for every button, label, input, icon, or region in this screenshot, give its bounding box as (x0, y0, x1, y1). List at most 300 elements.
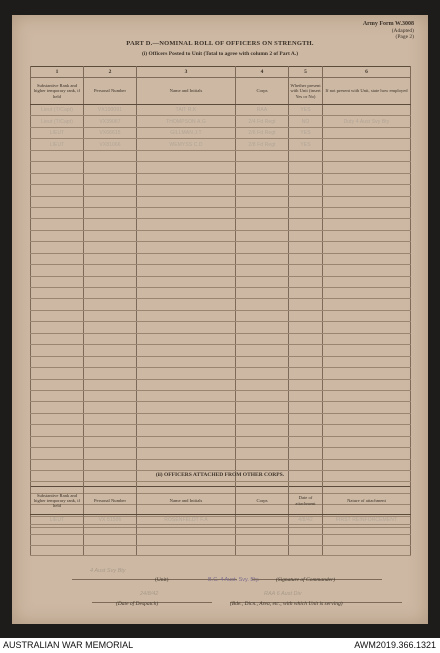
table-cell (323, 299, 411, 310)
table-cell (137, 425, 236, 436)
table-cell (31, 333, 84, 344)
table-cell (137, 413, 236, 424)
commander-signature-label: (Signature of Commander) (276, 577, 336, 583)
table-row (31, 299, 411, 310)
table-cell (31, 310, 84, 321)
handwritten-entry: VX100091 (97, 107, 123, 114)
table-cell (236, 310, 289, 321)
table-cell (137, 525, 236, 535)
form-page-number: (Page 2) (395, 34, 414, 40)
commander-stamp: B.C. 4 Aust. Svy. Bty. (208, 577, 260, 583)
header-corps: Corps (236, 487, 289, 515)
table-cell (84, 219, 137, 230)
table-cell (323, 545, 411, 555)
unit-handwritten: 4 Aust Svy Bty (90, 568, 126, 574)
table-cell (84, 230, 137, 241)
handwritten-entry: YES (300, 107, 311, 114)
table-cell (236, 436, 289, 447)
table-cell (289, 525, 323, 535)
table-cell (31, 230, 84, 241)
table-cell (236, 139, 289, 150)
table-cell (84, 116, 137, 127)
column-number: 1 (31, 67, 84, 78)
table-cell (236, 356, 289, 367)
table-cell (236, 288, 289, 299)
section-1-subtitle: (i) Officers Posted to Unit (Total to agree with column 2 of Part A.) (141, 51, 299, 57)
form-reference (363, 21, 414, 41)
section-2-subtitle: (ii) OFFICERS ATTACHED FROM OTHER CORPS. (155, 472, 285, 478)
table-cell (31, 253, 84, 264)
table-cell (84, 448, 137, 459)
table-row (31, 368, 411, 379)
table-row (31, 310, 411, 321)
table-cell (137, 230, 236, 241)
table-row (31, 253, 411, 264)
table-row (31, 185, 411, 196)
table-cell (84, 105, 137, 116)
header-name-initials: Name and Initials (137, 78, 236, 105)
table-cell (289, 368, 323, 379)
handwritten-entry: YES (300, 130, 311, 137)
table-cell (31, 368, 84, 379)
table-cell (289, 230, 323, 241)
table-cell (289, 219, 323, 230)
table-cell (137, 196, 236, 207)
table-cell (323, 345, 411, 356)
handwritten-entry: GILLMAN J.T (170, 130, 202, 137)
table-cell (289, 333, 323, 344)
table-cell (31, 288, 84, 299)
table-cell (236, 253, 289, 264)
table-cell (323, 116, 411, 127)
table-cell (31, 322, 84, 333)
table-cell (289, 173, 323, 184)
table-cell (323, 379, 411, 390)
table-cell (84, 368, 137, 379)
table-row (31, 139, 411, 150)
table-cell (137, 185, 236, 196)
table-cell (289, 459, 323, 470)
table-cell (289, 413, 323, 424)
handwritten-entry: LIEUT (49, 516, 65, 523)
table-cell (323, 230, 411, 241)
table-cell (289, 116, 323, 127)
table-cell (84, 207, 137, 218)
table-cell (84, 525, 137, 535)
table-cell (236, 242, 289, 253)
table-cell (289, 322, 323, 333)
table-cell (31, 345, 84, 356)
table-cell (137, 310, 236, 321)
table-cell (137, 150, 236, 161)
table-cell (236, 150, 289, 161)
table-row (31, 535, 411, 545)
table-row (31, 425, 411, 436)
table-cell (323, 425, 411, 436)
table-cell (323, 105, 411, 116)
header-personal-number: Personal Number (84, 487, 137, 515)
table-cell (236, 105, 289, 116)
table-cell (84, 545, 137, 555)
table-cell (323, 390, 411, 401)
table-cell (323, 515, 411, 525)
table-row (31, 345, 411, 356)
table-row (31, 448, 411, 459)
table-cell (289, 390, 323, 401)
table-cell (31, 242, 84, 253)
table-cell (236, 276, 289, 287)
table-cell (289, 162, 323, 173)
table-cell (236, 515, 289, 525)
table-cell (236, 459, 289, 470)
table-cell (31, 127, 84, 138)
despatch-date-handwritten: 24/8/42 (140, 591, 159, 597)
table-cell (137, 219, 236, 230)
table-cell (31, 265, 84, 276)
table-cell (289, 196, 323, 207)
table-cell (31, 276, 84, 287)
table-row (31, 356, 411, 367)
table-cell (289, 425, 323, 436)
table-cell (84, 413, 137, 424)
table-cell (31, 139, 84, 150)
table-cell (84, 127, 137, 138)
table-cell (236, 173, 289, 184)
table-cell (236, 525, 289, 535)
table-cell (84, 459, 137, 470)
table-cell (289, 299, 323, 310)
column-number: 3 (137, 67, 236, 78)
table-cell (289, 139, 323, 150)
column-header-row (31, 487, 411, 515)
table-cell (289, 288, 323, 299)
table-cell (31, 207, 84, 218)
handwritten-entry: NO (301, 118, 310, 125)
table-cell (236, 299, 289, 310)
table-cell (84, 150, 137, 161)
handwritten-entry: Lieut (T/Capt) (41, 107, 73, 114)
header-date-of-attachment: Date of attachment (289, 487, 323, 515)
table-cell (137, 402, 236, 413)
table-cell (323, 402, 411, 413)
table-cell (323, 525, 411, 535)
area-label: (Bde., Dicn., Area, etc., with which Unit is serving) (230, 601, 343, 607)
table-row (31, 525, 411, 535)
table-cell (137, 535, 236, 545)
handwritten-entry: Duty 4 Aust Svy Bty (343, 118, 390, 125)
table-cell (236, 402, 289, 413)
table-cell (289, 515, 323, 525)
column-header-row (31, 78, 411, 105)
table-cell (31, 535, 84, 545)
table-cell (323, 150, 411, 161)
table-cell (323, 276, 411, 287)
table-cell (289, 448, 323, 459)
table-cell (31, 196, 84, 207)
table-cell (137, 162, 236, 173)
table-cell (137, 545, 236, 555)
handwritten-entry: ROSENFELDT F.A (164, 516, 208, 523)
table-cell (323, 356, 411, 367)
handwritten-entry: VX66615 (99, 130, 121, 137)
table-cell (84, 345, 137, 356)
header-corps: Corps (236, 78, 289, 105)
table-cell (137, 390, 236, 401)
table-cell (137, 436, 236, 447)
table-cell (31, 379, 84, 390)
table-cell (84, 196, 137, 207)
table-cell (137, 368, 236, 379)
table-cell (84, 436, 137, 447)
table-cell (323, 185, 411, 196)
table-cell (236, 379, 289, 390)
table-cell (236, 230, 289, 241)
handwritten-entry: 2/6 Fd Regt (248, 130, 276, 137)
handwritten-entry: RAA (256, 107, 268, 114)
table-row (31, 545, 411, 555)
table-cell (236, 196, 289, 207)
table-row (31, 219, 411, 230)
table-cell (84, 390, 137, 401)
table-cell (323, 288, 411, 299)
table-cell (31, 116, 84, 127)
table-row (31, 459, 411, 470)
table-cell (137, 345, 236, 356)
handwritten-entry: FIRST REINFORCEMENT (335, 516, 398, 523)
area-handwritten: RAA 6 Aust Div (264, 591, 302, 597)
table-cell (323, 162, 411, 173)
table-cell (289, 207, 323, 218)
table-cell (323, 196, 411, 207)
table-cell (137, 356, 236, 367)
table-cell (323, 535, 411, 545)
header-rank: Substantive Rank and higher temporary rank, if held (31, 78, 84, 105)
table-cell (84, 185, 137, 196)
table-cell (84, 379, 137, 390)
table-row (31, 515, 411, 525)
table-cell (289, 379, 323, 390)
footer-institution: AUSTRALIAN WAR MEMORIAL (3, 640, 134, 650)
table-cell (31, 413, 84, 424)
table-cell (84, 253, 137, 264)
header-personal-number: Personal Number (84, 78, 137, 105)
table-cell (137, 139, 236, 150)
table-cell (31, 150, 84, 161)
table-cell (289, 253, 323, 264)
table-cell (31, 105, 84, 116)
table-cell (84, 242, 137, 253)
table-cell (137, 242, 236, 253)
table-cell (236, 116, 289, 127)
table-cell (323, 333, 411, 344)
table-row (31, 162, 411, 173)
table-cell (31, 162, 84, 173)
table-cell (323, 448, 411, 459)
table-cell (84, 535, 137, 545)
table-row (31, 276, 411, 287)
table-row (31, 322, 411, 333)
table-cell (236, 207, 289, 218)
table-row (31, 127, 411, 138)
table-row (31, 150, 411, 161)
table-cell (289, 185, 323, 196)
table-row (31, 390, 411, 401)
handwritten-entry: YES (300, 141, 311, 148)
table-cell (323, 253, 411, 264)
table-cell (137, 276, 236, 287)
table-cell (137, 322, 236, 333)
officers-attached-table (30, 486, 411, 556)
table-cell (289, 310, 323, 321)
table-cell (84, 299, 137, 310)
table-cell (289, 535, 323, 545)
handwritten-entry: 2/4 Fd Regt (248, 118, 276, 125)
table-row (31, 230, 411, 241)
table-cell (323, 173, 411, 184)
table-cell (31, 402, 84, 413)
form-number: Army Form W.3008 (362, 21, 414, 27)
table-cell (323, 139, 411, 150)
footer-accession-number: AWM2019.366.1321 (354, 640, 436, 650)
table-cell (323, 436, 411, 447)
table-cell (137, 253, 236, 264)
despatch-date-label: (Date of Despatch) (116, 601, 159, 607)
table-cell (289, 127, 323, 138)
handwritten-entry: 2/8 Fd Regt (248, 141, 276, 148)
table-row (31, 436, 411, 447)
table-cell (289, 242, 323, 253)
table-cell (323, 310, 411, 321)
table-cell (84, 310, 137, 321)
table-cell (31, 525, 84, 535)
table-cell (289, 265, 323, 276)
table-cell (289, 402, 323, 413)
handwritten-entry: VX81066 (99, 141, 121, 148)
handwritten-entry: Lieut (T/Capt) (41, 118, 73, 125)
handwritten-entry: LIEUT (49, 130, 65, 137)
table-cell (289, 436, 323, 447)
handwritten-entry: 4/8/42 (298, 516, 313, 523)
table-row (31, 173, 411, 184)
form-adapted: (Adapted) (391, 27, 414, 34)
table-cell (323, 368, 411, 379)
form-page (12, 15, 428, 624)
table-cell (236, 185, 289, 196)
table-cell (31, 515, 84, 525)
table-cell (323, 207, 411, 218)
table-cell (31, 448, 84, 459)
table-row (31, 379, 411, 390)
table-cell (137, 127, 236, 138)
handwritten-entry: WEMYSS C.D (169, 141, 203, 148)
table-cell (289, 105, 323, 116)
header-name-initials: Name and Initials (137, 487, 236, 515)
table-cell (31, 390, 84, 401)
table-cell (84, 288, 137, 299)
table-cell (137, 265, 236, 276)
table-cell (137, 116, 236, 127)
table-row (31, 413, 411, 424)
table-cell (236, 322, 289, 333)
table-row (31, 116, 411, 127)
table-cell (31, 219, 84, 230)
table-cell (137, 299, 236, 310)
table-cell (236, 535, 289, 545)
table-cell (84, 515, 137, 525)
table-cell (323, 127, 411, 138)
table-cell (289, 345, 323, 356)
table-cell (137, 379, 236, 390)
column-number: 5 (289, 67, 323, 78)
table-cell (236, 219, 289, 230)
table-cell (323, 322, 411, 333)
table-cell (84, 356, 137, 367)
table-cell (31, 459, 84, 470)
table-cell (323, 242, 411, 253)
table-cell (137, 288, 236, 299)
table-cell (84, 265, 137, 276)
column-number: 4 (236, 67, 289, 78)
table-cell (31, 299, 84, 310)
table-row (31, 402, 411, 413)
table-cell (323, 219, 411, 230)
table-cell (236, 162, 289, 173)
table-row (31, 242, 411, 253)
table-cell (84, 425, 137, 436)
table-cell (137, 207, 236, 218)
table-cell (84, 402, 137, 413)
header-how-employed: If not present with Unit, state how employed (323, 78, 411, 105)
table-cell (31, 185, 84, 196)
table-cell (289, 356, 323, 367)
table-cell (31, 356, 84, 367)
table-cell (323, 459, 411, 470)
handwritten-entry: THOMPSON A.G (166, 118, 206, 125)
table-cell (236, 448, 289, 459)
column-number: 6 (323, 67, 411, 78)
table-row (31, 196, 411, 207)
column-number: 2 (84, 67, 137, 78)
table-cell (31, 436, 84, 447)
table-cell (236, 413, 289, 424)
table-cell (236, 333, 289, 344)
handwritten-entry: TAIT R.K (175, 107, 197, 114)
table-cell (137, 515, 236, 525)
table-cell (31, 425, 84, 436)
table-cell (236, 545, 289, 555)
header-rank: Substantive Rank and higher temporary rank, if held (31, 487, 84, 515)
table-cell (84, 162, 137, 173)
handwritten-entry: VX39067 (99, 118, 121, 125)
header-nature-of-attachment: Nature of attachment (323, 487, 411, 515)
table-cell (137, 448, 236, 459)
table-cell (137, 333, 236, 344)
handwritten-entry: LIEUT (49, 141, 65, 148)
table-cell (84, 173, 137, 184)
table-cell (236, 345, 289, 356)
table-cell (84, 139, 137, 150)
table-cell (236, 425, 289, 436)
table-cell (289, 545, 323, 555)
table-row (31, 207, 411, 218)
table-cell (289, 276, 323, 287)
unit-label: (Unit) (155, 577, 169, 583)
header-present-with-unit: Whether present with Unit (insert Yes or No) (289, 78, 323, 105)
column-number-row (31, 67, 411, 78)
table-row (31, 333, 411, 344)
table-cell (236, 368, 289, 379)
table-row (31, 105, 411, 116)
